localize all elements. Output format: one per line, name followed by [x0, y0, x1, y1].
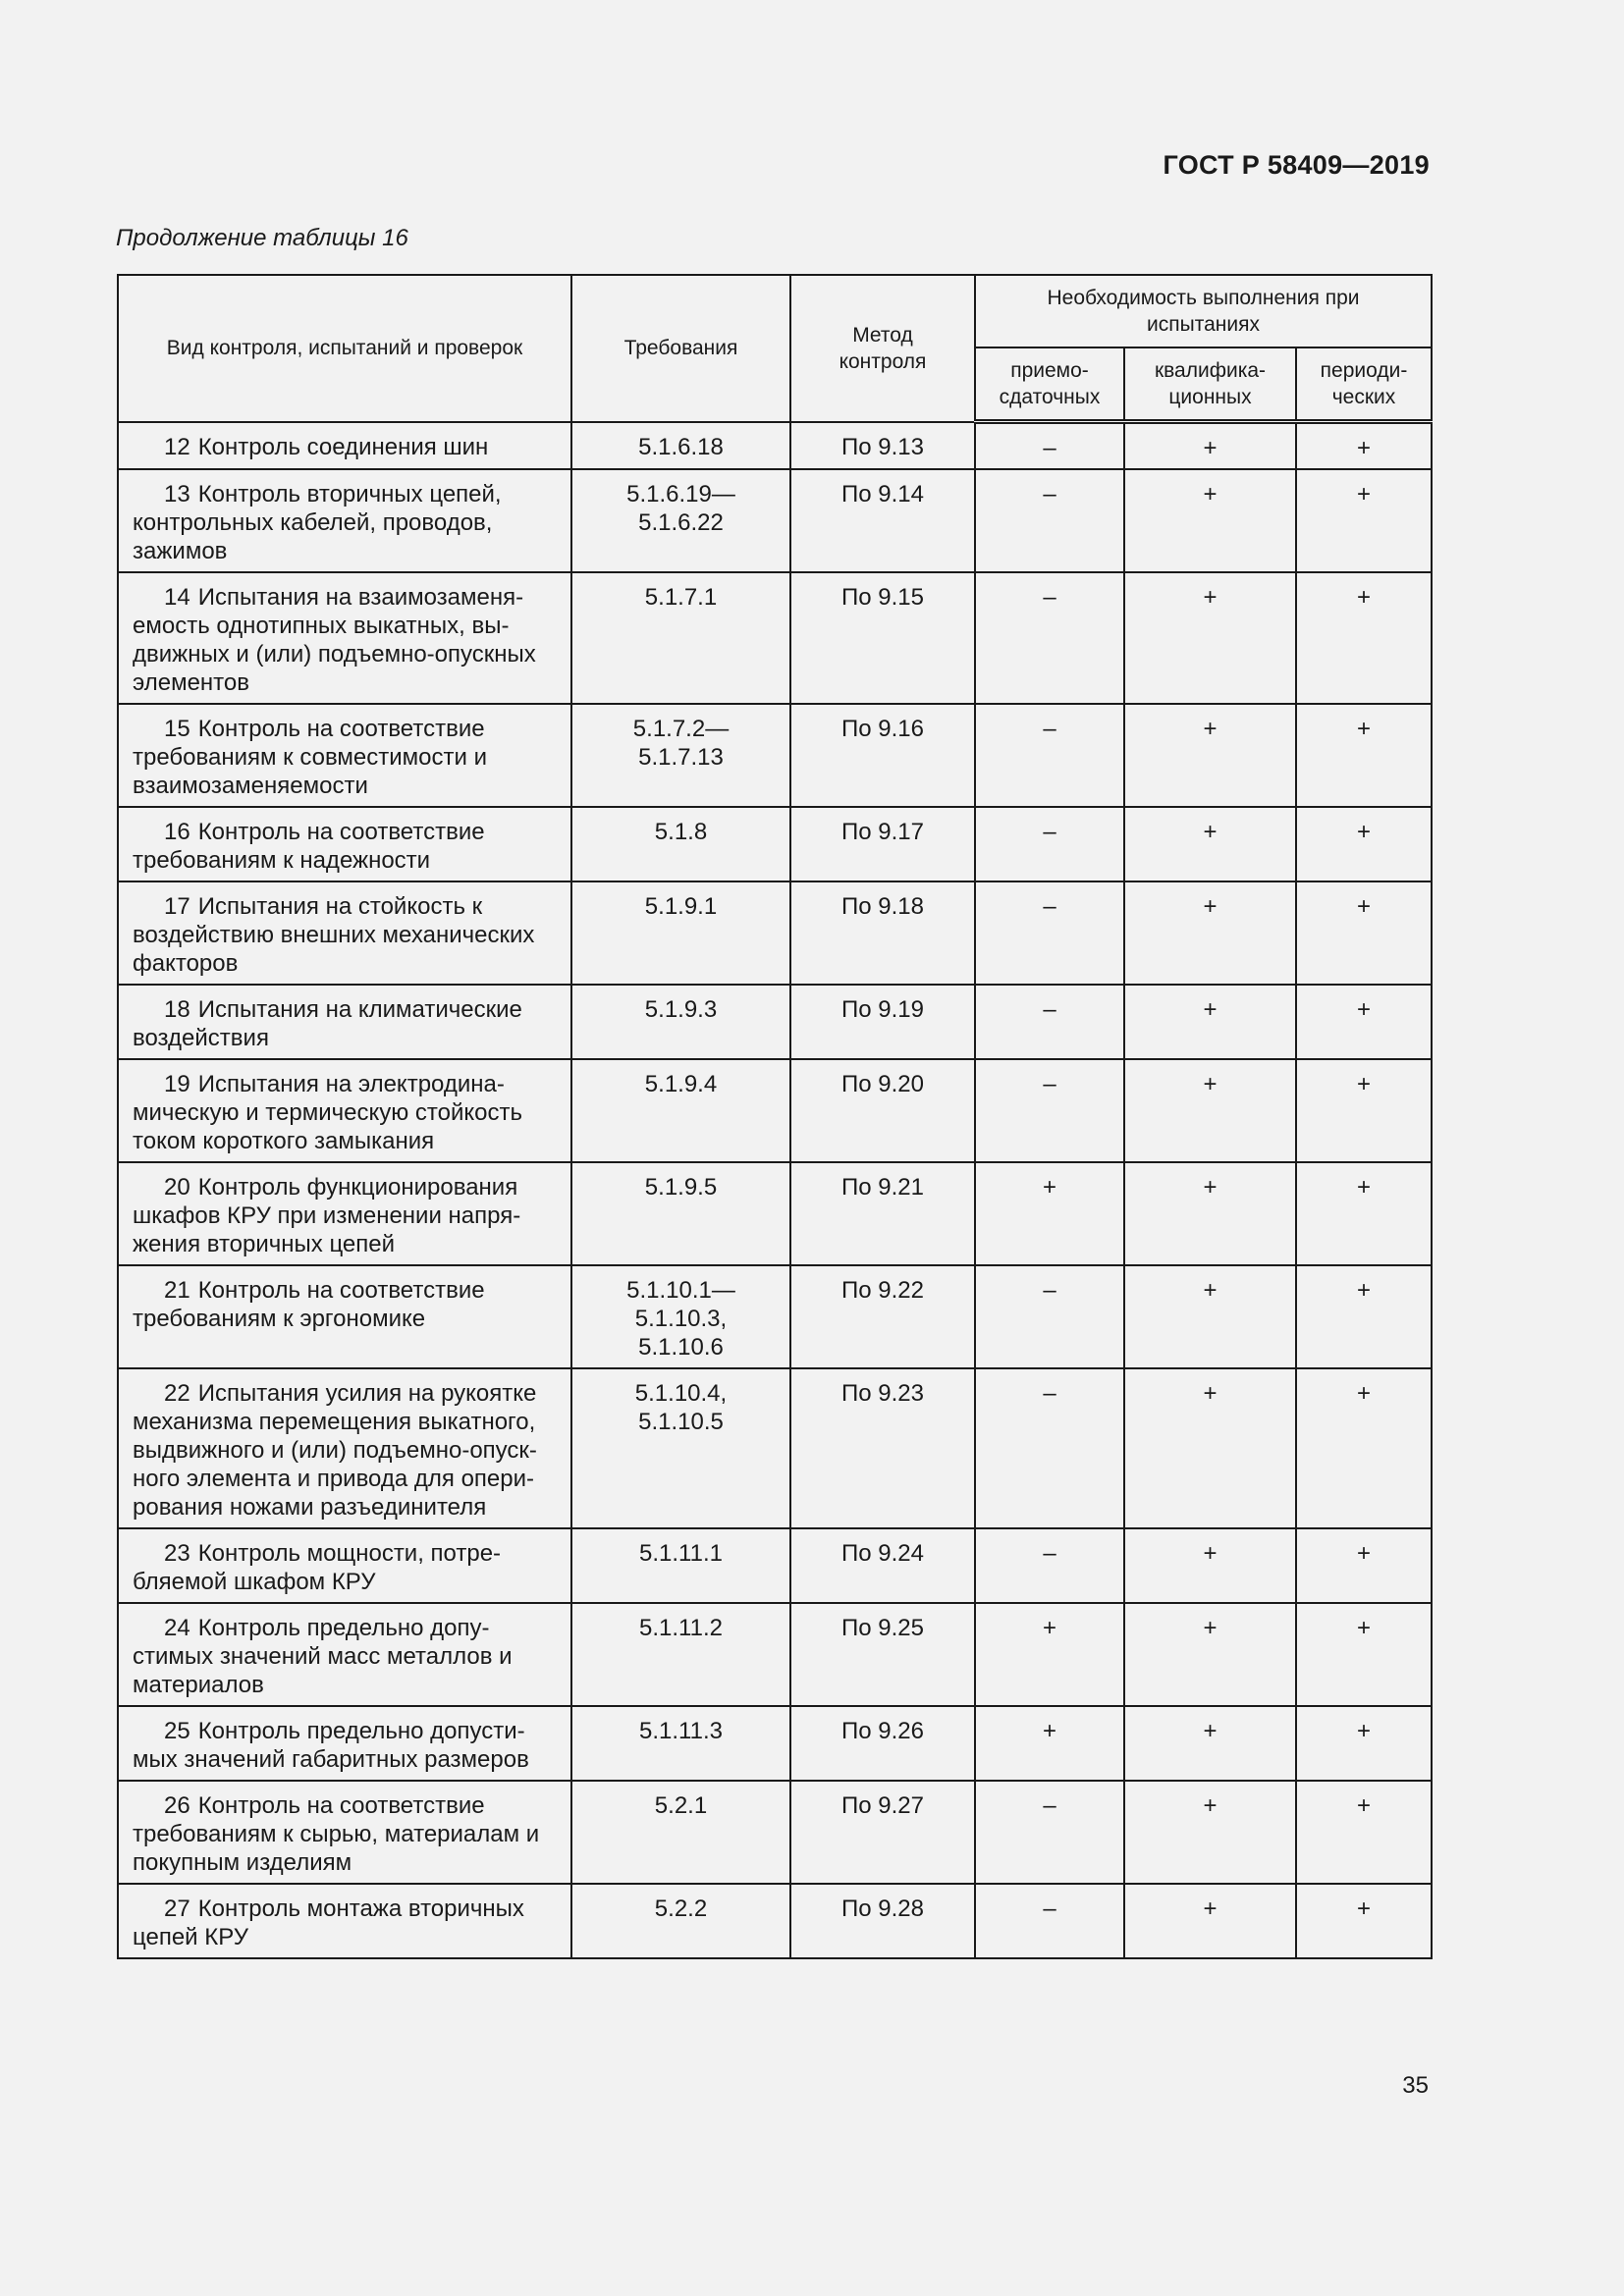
row-method: По 9.15: [790, 572, 975, 704]
table-row: [118, 1603, 1432, 1706]
row-acceptance: –: [975, 1884, 1124, 1958]
row-number: 13: [164, 481, 190, 507]
row-number: 27: [164, 1896, 190, 1922]
row-number: 21: [164, 1277, 190, 1304]
row-acceptance: –: [975, 1265, 1124, 1368]
row-qualification: +: [1124, 469, 1296, 572]
row-periodic: +: [1296, 1603, 1432, 1706]
row-name-cell: [118, 1781, 571, 1884]
row-number: 16: [164, 819, 190, 845]
row-name: Контроль на соответствие требованиям к сырью, материалам и покупным изделиям: [133, 1792, 540, 1876]
row-number: 22: [164, 1380, 190, 1407]
row-acceptance: –: [975, 704, 1124, 807]
table-row: [118, 1265, 1432, 1368]
row-method: По 9.14: [790, 469, 975, 572]
table-row: [118, 704, 1432, 807]
table-row: [118, 422, 1432, 470]
row-name: Контроль на соответствие требованиям к надежности: [133, 819, 485, 874]
row-name: Контроль мощности, потре-бляемой шкафом КРУ: [133, 1540, 502, 1595]
row-number: 17: [164, 893, 190, 920]
row-qualification: +: [1124, 704, 1296, 807]
row-number: 24: [164, 1615, 190, 1641]
row-qualification: +: [1124, 1781, 1296, 1884]
row-number: 26: [164, 1792, 190, 1819]
row-qualification: +: [1124, 1162, 1296, 1265]
header-qualification: квалифика-ционных: [1124, 347, 1296, 422]
row-name-cell: [118, 469, 571, 572]
row-name: Контроль предельно допусти-мых значений габаритных размеров: [133, 1718, 529, 1773]
row-name: Испытания на климатические воздействия: [133, 996, 522, 1051]
row-number: 14: [164, 584, 190, 611]
row-periodic: +: [1296, 1265, 1432, 1368]
row-name: Контроль вторичных цепей, контрольных кабелей, проводов, зажимов: [133, 481, 502, 564]
row-periodic: +: [1296, 881, 1432, 985]
row-requirements: 5.1.9.3: [571, 985, 790, 1059]
row-acceptance: –: [975, 572, 1124, 704]
table-row: [118, 807, 1432, 881]
page-number: 35: [1402, 2072, 1429, 2099]
row-periodic: +: [1296, 1884, 1432, 1958]
row-requirements: 5.2.1: [571, 1781, 790, 1884]
row-number: 23: [164, 1540, 190, 1567]
row-requirements: 5.1.11.3: [571, 1706, 790, 1781]
header-acceptance: приемо-сдаточных: [975, 347, 1124, 422]
header-kind: Вид контроля, испытаний и проверок: [118, 275, 571, 422]
row-qualification: +: [1124, 1706, 1296, 1781]
row-periodic: +: [1296, 1706, 1432, 1781]
row-method: По 9.20: [790, 1059, 975, 1162]
row-qualification: +: [1124, 985, 1296, 1059]
row-method: По 9.16: [790, 704, 975, 807]
row-name: Контроль предельно допу-стимых значений масс металлов и материалов: [133, 1615, 513, 1698]
row-requirements: 5.1.9.1: [571, 881, 790, 985]
row-method: По 9.26: [790, 1706, 975, 1781]
row-method: По 9.22: [790, 1265, 975, 1368]
row-name: Контроль на соответствие требованиям к эргономике: [133, 1277, 485, 1332]
row-method: По 9.24: [790, 1528, 975, 1603]
row-name: Контроль на соответствие требованиям к совместимости и взаимозаменяемости: [133, 716, 487, 799]
row-name-cell: [118, 807, 571, 881]
table-row: [118, 1528, 1432, 1603]
document-code: ГОСТ Р 58409—2019: [1163, 150, 1430, 180]
row-method: По 9.25: [790, 1603, 975, 1706]
table-row: [118, 1059, 1432, 1162]
row-qualification: +: [1124, 807, 1296, 881]
row-acceptance: –: [975, 807, 1124, 881]
row-name: Контроль соединения шин: [197, 433, 489, 460]
row-periodic: +: [1296, 1781, 1432, 1884]
row-qualification: +: [1124, 1059, 1296, 1162]
table-row: [118, 572, 1432, 704]
table-row: [118, 1706, 1432, 1781]
header-necessity: Необходимость выполнения при испытаниях: [975, 275, 1432, 347]
row-name-cell: [118, 572, 571, 704]
table-row: [118, 469, 1432, 572]
row-qualification: +: [1124, 881, 1296, 985]
row-periodic: +: [1296, 1368, 1432, 1528]
row-requirements: 5.1.6.18: [571, 422, 790, 470]
row-name: Испытания усилия на рукоятке механизма перемещения выкатного, выдвижного и (или) подъемно-опуск-ного элемента и привода для опери-рования ножами разъединителя: [133, 1380, 537, 1521]
row-periodic: +: [1296, 985, 1432, 1059]
row-name-cell: [118, 1706, 571, 1781]
row-name-cell: [118, 985, 571, 1059]
row-periodic: +: [1296, 1162, 1432, 1265]
row-name-cell: [118, 1884, 571, 1958]
row-name: Испытания на стойкость к воздействию внешних механических факторов: [133, 893, 535, 977]
row-name-cell: [118, 1265, 571, 1368]
header-periodic: периоди-ческих: [1296, 347, 1432, 422]
table-row: [118, 1368, 1432, 1528]
row-requirements: 5.1.7.1: [571, 572, 790, 704]
row-qualification: +: [1124, 572, 1296, 704]
row-requirements: 5.2.2: [571, 1884, 790, 1958]
row-qualification: +: [1124, 1265, 1296, 1368]
row-qualification: +: [1124, 1884, 1296, 1958]
row-acceptance: –: [975, 985, 1124, 1059]
header-method: Метод контроля: [790, 275, 975, 422]
table-row: [118, 985, 1432, 1059]
row-periodic: +: [1296, 469, 1432, 572]
row-periodic: +: [1296, 422, 1432, 470]
table-row: [118, 881, 1432, 985]
row-number: 25: [164, 1718, 190, 1744]
row-name-cell: [118, 1368, 571, 1528]
row-requirements: 5.1.9.4: [571, 1059, 790, 1162]
row-periodic: +: [1296, 1059, 1432, 1162]
row-acceptance: –: [975, 1781, 1124, 1884]
row-acceptance: –: [975, 881, 1124, 985]
row-requirements: 5.1.9.5: [571, 1162, 790, 1265]
row-name-cell: [118, 422, 571, 470]
row-method: По 9.21: [790, 1162, 975, 1265]
row-acceptance: +: [975, 1603, 1124, 1706]
row-method: По 9.18: [790, 881, 975, 985]
row-acceptance: –: [975, 1059, 1124, 1162]
row-acceptance: –: [975, 1368, 1124, 1528]
row-method: По 9.27: [790, 1781, 975, 1884]
row-acceptance: +: [975, 1162, 1124, 1265]
row-name: Контроль функционирования шкафов КРУ при изменении напря-жения вторичных цепей: [133, 1174, 521, 1257]
row-periodic: +: [1296, 1528, 1432, 1603]
row-method: По 9.17: [790, 807, 975, 881]
row-number: 15: [164, 716, 190, 742]
row-qualification: +: [1124, 422, 1296, 470]
row-method: По 9.19: [790, 985, 975, 1059]
row-number: 20: [164, 1174, 190, 1201]
row-requirements: 5.1.11.2: [571, 1603, 790, 1706]
row-name-cell: [118, 704, 571, 807]
inspection-table: [117, 274, 1433, 1959]
row-name: Испытания на взаимозаменя-емость однотипных выкатных, вы-движных и (или) подъемно-опускных элементов: [133, 584, 536, 696]
table-row: [118, 1884, 1432, 1958]
row-name-cell: [118, 1162, 571, 1265]
row-periodic: +: [1296, 807, 1432, 881]
row-periodic: +: [1296, 572, 1432, 704]
row-method: По 9.28: [790, 1884, 975, 1958]
row-periodic: +: [1296, 704, 1432, 807]
row-requirements: 5.1.10.4, 5.1.10.5: [571, 1368, 790, 1528]
row-number: 12: [164, 433, 190, 460]
row-number: 18: [164, 996, 190, 1023]
row-qualification: +: [1124, 1368, 1296, 1528]
row-acceptance: +: [975, 1706, 1124, 1781]
row-name-cell: [118, 881, 571, 985]
row-method: По 9.23: [790, 1368, 975, 1528]
table-row: [118, 1162, 1432, 1265]
row-name: Испытания на электродина-мическую и термическую стойкость током короткого замыкания: [133, 1071, 522, 1154]
row-name-cell: [118, 1528, 571, 1603]
row-acceptance: –: [975, 1528, 1124, 1603]
row-number: 19: [164, 1071, 190, 1097]
row-requirements: 5.1.11.1: [571, 1528, 790, 1603]
row-method: По 9.13: [790, 422, 975, 470]
row-name-cell: [118, 1603, 571, 1706]
row-qualification: +: [1124, 1528, 1296, 1603]
row-requirements: 5.1.8: [571, 807, 790, 881]
row-acceptance: –: [975, 422, 1124, 470]
table-row: [118, 1781, 1432, 1884]
row-requirements: 5.1.7.2—5.1.7.13: [571, 704, 790, 807]
row-acceptance: –: [975, 469, 1124, 572]
row-qualification: +: [1124, 1603, 1296, 1706]
table-caption: Продолжение таблицы 16: [116, 225, 408, 251]
row-requirements: 5.1.6.19— 5.1.6.22: [571, 469, 790, 572]
row-name-cell: [118, 1059, 571, 1162]
row-requirements: 5.1.10.1— 5.1.10.3, 5.1.10.6: [571, 1265, 790, 1368]
header-requirements: Требования: [571, 275, 790, 422]
row-name: Контроль монтажа вторичных цепей КРУ: [133, 1896, 524, 1950]
